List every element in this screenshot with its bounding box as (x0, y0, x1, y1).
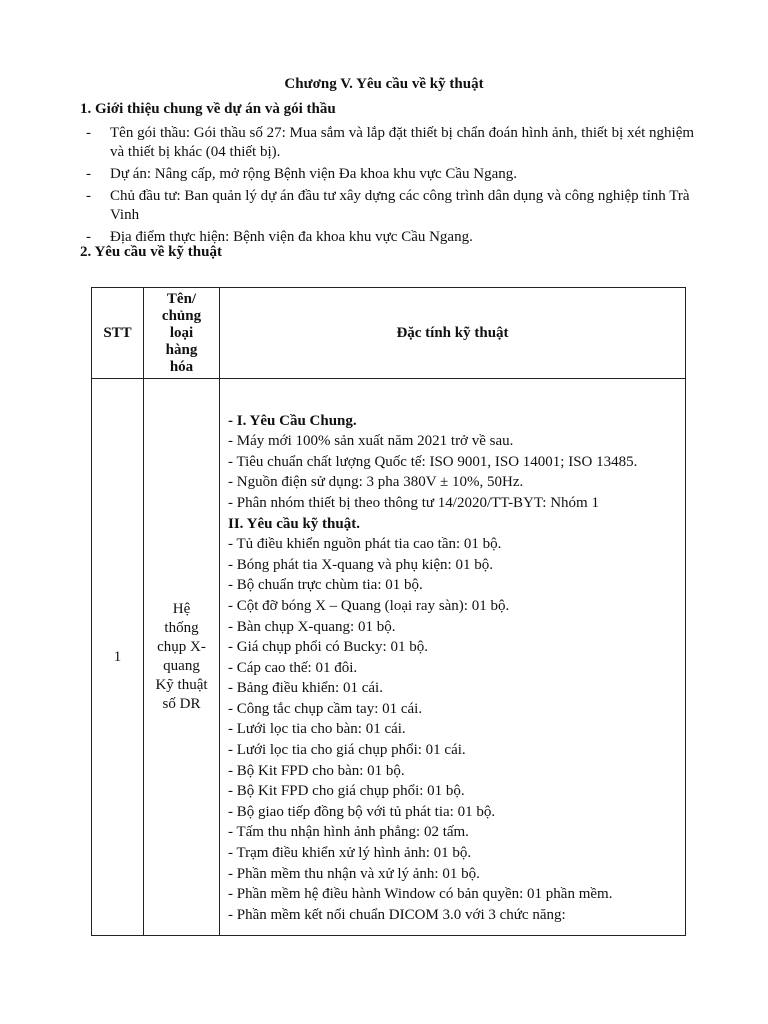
row-name-line: thống (164, 620, 199, 636)
intro-list (86, 124, 698, 250)
section-heading-intro: 1. Giới thiệu chung về dự án và gói thầu (80, 101, 336, 117)
spec-line: - Bộ Kit FPD cho giá chụp phổi: 01 bộ. (228, 783, 465, 800)
list-bullet: - (86, 166, 91, 182)
spec-line: - I. Yêu Cầu Chung. (228, 412, 357, 429)
spec-line: II. Yêu cầu kỹ thuật. (228, 515, 360, 532)
spec-line: - Tiêu chuẩn chất lượng Quốc tế: ISO 9001, ISO 14001; ISO 13485. (228, 453, 638, 470)
spec-line: - Cáp cao thế: 01 đôi. (228, 659, 358, 676)
spec-line: - Lưới lọc tia cho bàn: 01 cái. (228, 721, 406, 738)
spec-line: - Lưới lọc tia cho giá chụp phổi: 01 cái. (228, 742, 466, 759)
header-goods-name (144, 288, 220, 379)
header-name-line: loại (169, 324, 194, 341)
row-name-line: Hệ (172, 601, 191, 617)
intro-item-text: Dự án: Nâng cấp, mở rộng Bệnh viện Đa khoa khu vực Cầu Ngang. (110, 166, 518, 182)
row-name-line: số DR (162, 696, 201, 712)
intro-item-text: Địa điểm thực hiện: Bệnh viện đa khoa khu vực Cầu Ngang. (110, 229, 473, 245)
spec-line: - Bộ giao tiếp đồng bộ với tủ phát tia: 01 bộ. (228, 803, 496, 820)
row-spec (220, 379, 686, 936)
spec-line: - Bộ chuẩn trực chùm tia: 01 bộ. (228, 577, 423, 594)
spec-table (91, 287, 686, 936)
spec-line: - Giá chụp phổi có Bucky: 01 bộ. (228, 639, 428, 656)
spec-line: - Bàn chụp X-quang: 01 bộ. (228, 618, 396, 635)
row-name-line: quang (163, 658, 200, 674)
spec-line: - Bộ Kit FPD cho bàn: 01 bộ. (228, 762, 405, 779)
spec-line: - Tấm thu nhận hình ảnh phẳng: 02 tấm. (228, 824, 469, 841)
spec-line: - Trạm điều khiển xử lý hình ảnh: 01 bộ. (228, 845, 472, 862)
spec-line: - Bảng điều khiển: 01 cái. (228, 680, 383, 697)
header-name-line: Tên/ (166, 290, 197, 307)
spec-line: - Phân nhóm thiết bị theo thông tư 14/2020/TT-BYT: Nhóm 1 (228, 494, 599, 511)
spec-line: - Phần mềm hệ điều hành Window có bản quyền: 01 phần mềm. (228, 886, 613, 903)
spec-line: - Nguồn điện sử dụng: 3 pha 380V ± 10%, 50Hz. (228, 474, 524, 491)
table-header-row (92, 288, 686, 379)
spec-line: - Tủ điều khiển nguồn phát tia cao tần: 01 bộ. (228, 536, 502, 553)
header-name-line: hóa (169, 358, 194, 375)
list-bullet: - (86, 229, 91, 245)
row-stt: 1 (92, 379, 144, 936)
intro-item-text: Tên gói thầu: Gói thầu số 27: Mua sắm và lắp đặt thiết bị chẩn đoán hình ảnh, thiết bị xét nghiệm và thiết bị khác (04 thiết bị). (110, 125, 695, 160)
intro-item (86, 124, 698, 162)
row-name-line: Kỹ thuật (155, 677, 208, 693)
header-stt: STT (92, 288, 144, 379)
header-name-line: hàng (165, 341, 198, 358)
spec-line: - Máy mới 100% sản xuất năm 2021 trở về sau. (228, 433, 514, 450)
spec-line: - Cột đỡ bóng X – Quang (loại ray sàn): 01 bộ. (228, 597, 510, 614)
list-bullet: - (86, 125, 91, 141)
chapter-title: Chương V. Yêu cầu về kỹ thuật (284, 76, 484, 92)
header-name-line: chủng (161, 307, 202, 324)
spec-line: - Phần mềm thu nhận và xử lý ảnh: 01 bộ. (228, 865, 480, 882)
spec-line: - Phần mềm kết nối chuẩn DICOM 3.0 với 3 chức năng: (228, 906, 566, 923)
section-heading-technical: 2. Yêu cầu về kỹ thuật (80, 244, 222, 260)
intro-item (86, 187, 698, 225)
row-goods-name (144, 379, 220, 936)
row-name-line: chụp X- (157, 639, 206, 655)
intro-item-text: Chủ đầu tư: Ban quản lý dự án đầu tư xây dựng các công trình dân dụng và công nghiệp tỉnh Trà Vinh (110, 188, 690, 223)
spec-line: - Công tắc chụp cầm tay: 01 cái. (228, 700, 423, 717)
intro-item (86, 165, 698, 184)
table-row (92, 379, 686, 936)
list-bullet: - (86, 188, 91, 204)
spec-line: - Bóng phát tia X-quang và phụ kiện: 01 bộ. (228, 556, 493, 573)
spec-lines (228, 411, 677, 926)
header-spec: Đặc tính kỹ thuật (220, 288, 686, 379)
